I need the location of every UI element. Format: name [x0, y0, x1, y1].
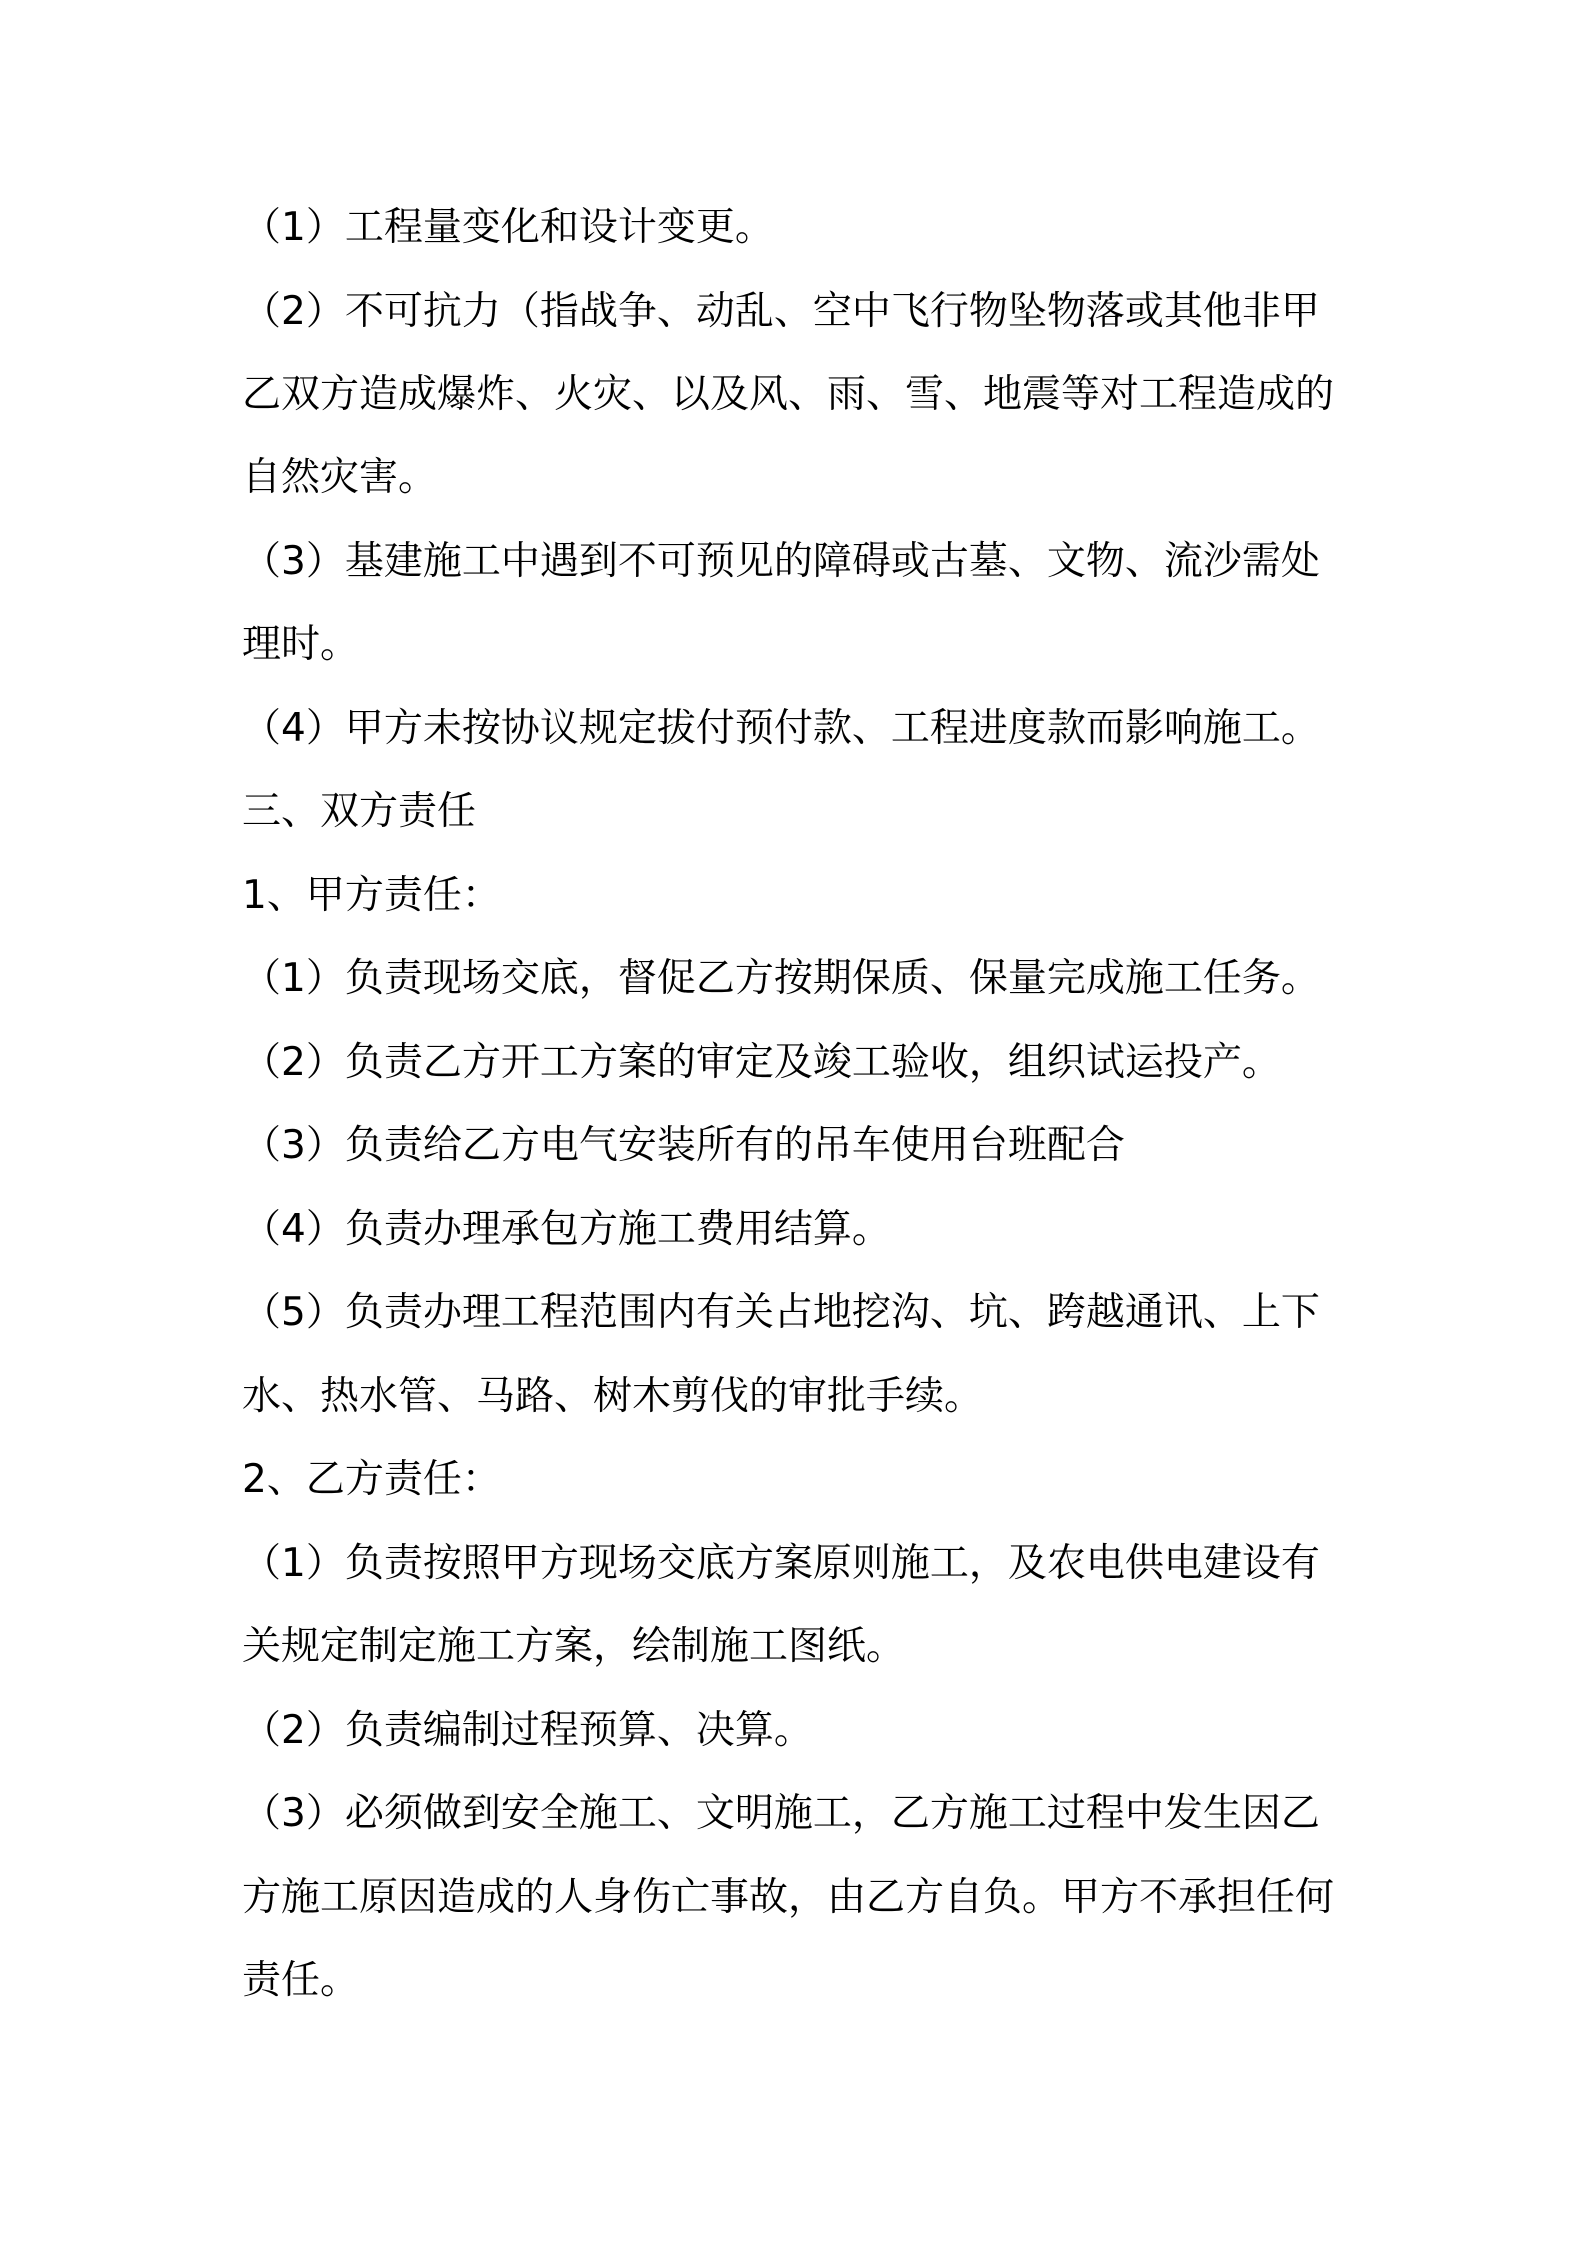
- clause-line-7: （4）甲方未按协议规定拔付预付款、工程进度款而影响施工。: [242, 706, 1320, 751]
- duty-line-b3-end: 责任。: [242, 1958, 360, 2003]
- duty-line-b2: （2）负责编制过程预算、决算。: [242, 1708, 813, 1753]
- subsection-heading-party-b: 2、乙方责任：: [242, 1457, 501, 1502]
- duty-line-b1: （1）负责按照甲方现场交底方案原则施工，及农电供电建设有: [242, 1541, 1320, 1586]
- subsection-heading-party-a: 1、甲方责任：: [242, 873, 501, 918]
- duty-line-a4: （4）负责办理承包方施工费用结算。: [242, 1207, 891, 1252]
- clause-line-5: （3）基建施工中遇到不可预见的障碍或古墓、文物、流沙需处: [242, 539, 1320, 584]
- duty-line-a2: （2）负责乙方开工方案的审定及竣工验收，组织试运投产。: [242, 1040, 1281, 1085]
- duty-line-a1: （1）负责现场交底，督促乙方按期保质、保量完成施工任务。: [242, 956, 1320, 1001]
- clause-line-4: 自然灾害。: [242, 455, 438, 500]
- section-heading: 三、双方责任: [242, 789, 477, 834]
- duty-line-a5-cont: 水、热水管、马路、树木剪伐的审批手续。: [242, 1374, 984, 1419]
- clause-line-6: 理时。: [242, 622, 360, 667]
- clause-line-2: （2）不可抗力（指战争、动乱、空中飞行物坠物落或其他非甲: [242, 289, 1320, 334]
- duty-line-a5: （5）负责办理工程范围内有关占地挖沟、坑、跨越通讯、上下: [242, 1290, 1320, 1335]
- clause-line-1: （1）工程量变化和设计变更。: [242, 205, 774, 250]
- duty-line-b3-cont: 方施工原因造成的人身伤亡事故，由乙方自负。甲方不承担任何: [242, 1875, 1335, 1920]
- clause-line-3: 乙双方造成爆炸、火灾、以及风、雨、雪、地震等对工程造成的: [242, 372, 1335, 417]
- duty-line-b1-cont: 关规定制定施工方案，绘制施工图纸。: [242, 1624, 906, 1669]
- duty-line-b3: （3）必须做到安全施工、文明施工，乙方施工过程中发生因乙: [242, 1791, 1320, 1836]
- duty-line-a3: （3）负责给乙方电气安装所有的吊车使用台班配合: [242, 1123, 1125, 1168]
